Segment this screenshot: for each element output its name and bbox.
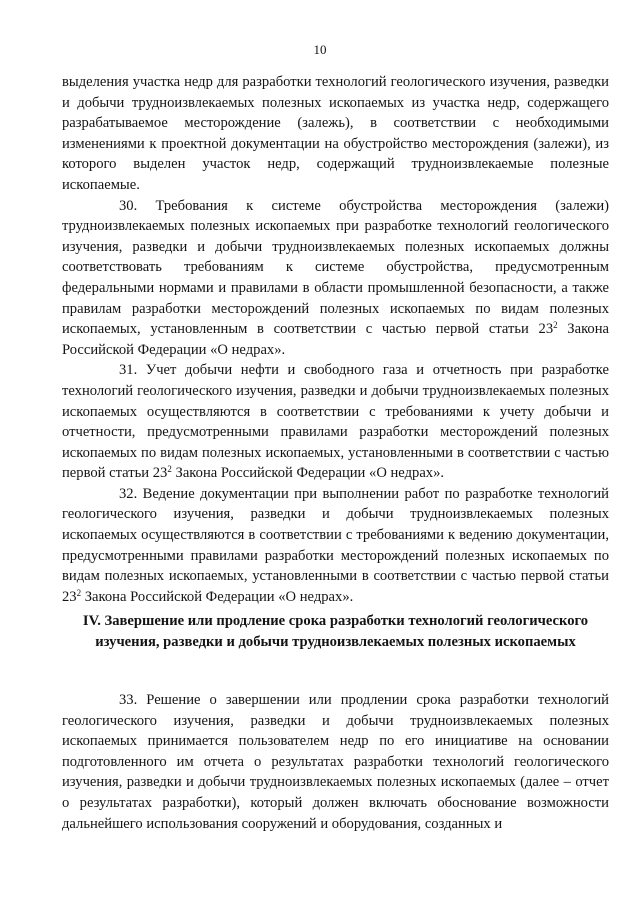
section-heading: IV. Завершение или продление срока разработки технологий геологического изучения, разведки и добычи трудноизвлекаемых полезных ископаемых (82, 613, 589, 650)
paragraph-30-text: 30. Требования к системе обустройства месторождения (залежи) трудноизвлекаемых полезных ископаемых при разработке технологий геологического изучения, разведки и добычи трудноизвлекаемых полезных ископаемых должны соответствовать требованиям к системе обустройства, предусмотренным федеральными нормами и правилами в области промышленной безопасности, а также правилам разработки месторождений полезных ископаемых по видам полезных ископаемых, установленным в соответствии с частью первой статьи 23 (62, 197, 609, 338)
document-body (62, 72, 609, 607)
paragraph-30-superscript: 2 (553, 320, 558, 331)
paragraph-31-text: 31. Учет добычи нефти и свободного газа и отчетность при разработке технологий геологического изучения, разведки и добычи трудноизвлекаемых полезных ископаемых осуществляются в соответствии с требованиями к учету добычи и отчетности, предусмотренными правилами разработки месторождений полезных ископаемых по видам полезных ископаемых, установленными в соответствии с частью первой статьи 23 (62, 362, 609, 482)
paragraph-33: 33. Решение о завершении или продлении срока разработки технологий геологического изучения, разведки и добычи трудноизвлекаемых полезных ископаемых принимается пользователем недр по его инициативе на основании подготовленного им отчета о результатах разработки технологий геологического изучения, разведки и добычи трудноизвлекаемых полезных ископаемых (далее – отчет о результатах разработки), который должен включать обоснование возможности дальнейшего использования сооружений и оборудования, созданных и (62, 692, 609, 832)
paragraph-32-tail: Закона Российской Федерации «О недрах». (81, 588, 354, 605)
document-body-continued (62, 690, 609, 834)
paragraph-31-superscript: 2 (167, 464, 172, 475)
paragraph-32 (62, 484, 609, 608)
paragraph-32-superscript: 2 (76, 587, 82, 598)
paragraph-31 (62, 360, 609, 484)
paragraph-30-tail: Закона Российской Федерации «О недрах». (62, 321, 610, 358)
paragraph-31-tail: Закона Российской Федерации «О недрах». (171, 465, 445, 482)
paragraph-32-text: 32. Ведение документации при выполнении работ по разработке технологий геологического изучения, разведки и добычи трудноизвлекаемых полезных ископаемых осуществляются в соответствии с требованиями к ведению документации, предусмотренными правилами разработки месторождений полезных ископаемых по видам полезных ископаемых, установленными в соответствии с частью первой статьи 23 (62, 485, 609, 605)
paragraph-continuation: выделения участка недр для разработки технологий геологического изучения, разведки и добычи трудноизвлекаемых полезных ископаемых из участка недр, содержащего разрабатываемое месторождение (залежь), в соответствии с необходимыми изменениями к проектной документации на обустройство месторождения (залежи), из которого выделен участок недр, содержащий трудноизвлекаемые полезные ископаемые. (62, 74, 609, 193)
page-number: 10 (313, 42, 327, 57)
paragraph-30 (62, 196, 609, 361)
